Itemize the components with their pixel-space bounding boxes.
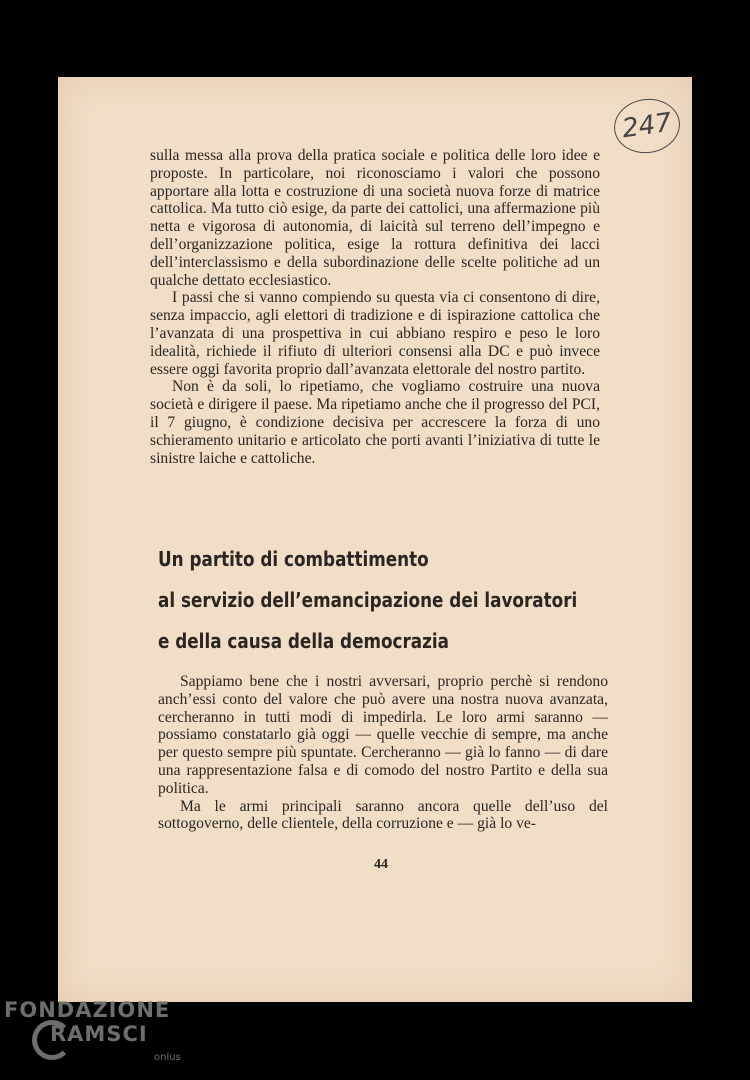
heading-line: Un partito di combattimento: [158, 547, 429, 571]
paragraph: Non è da soli, lo ripetiamo, che vogliamo costruire una nuova società e dirigere il paese. Ma ripetiamo anche che il progresso del PCI, il 7 giugno, è condizione decisiva per accrescere la forza di uno schieramento unitario e articolato che porti avanti l’iniziativa di tutte le sinistre laiche e cattoliche.: [150, 378, 600, 467]
body-text-bottom: [158, 673, 608, 833]
section-heading: [158, 539, 578, 662]
watermark-line2: RAMSCI: [50, 1022, 148, 1046]
paragraph: Ma le armi principali saranno ancora quelle dell’uso del sottogoverno, delle clientele, della corruzione e — già lo ve-: [158, 797, 608, 833]
folio-stamp: 247: [611, 95, 684, 158]
paragraph: Sappiamo bene che i nostri avversari, proprio perchè si rendono anch’essi conto del valore che può avere una nostra nuova avanzata, cercheranno in tutti modi di impedirla. Le loro armi saranno — possiamo constatarlo già oggi — quelle vecchie di sempre, ma anche per questo sempre più spuntate. Cercheranno — già lo fanno — di dare una rappresentazione falsa e di comodo del nostro Partito e della sua politica.: [158, 673, 608, 797]
watermark-logo: [4, 998, 194, 1078]
watermark-line3: onlus: [154, 1052, 181, 1063]
document-page: [58, 77, 692, 1002]
paragraph: I passi che si vanno compiendo su questa via ci consentono di dire, senza impaccio, agli elettori di tradizione e di ispirazione cattolica che l’avanzata di una prospettiva in cui abbiano respiro e peso le loro idealità, richiede il rifiuto di ulteriori consensi alla DC e può invece essere oggi favorita proprio dall’avanzata elettorale del nostro partito.: [150, 289, 600, 378]
watermark-line1: FONDAZIONE: [4, 998, 171, 1022]
body-text-top: [150, 147, 600, 467]
page-number: 44: [374, 857, 388, 872]
heading-line: al servizio dell’emancipazione dei lavoratori: [158, 588, 578, 612]
heading-line: e della causa della democrazia: [158, 629, 450, 653]
paragraph: sulla messa alla prova della pratica sociale e politica delle loro idee e proposte. In particolare, noi riconosciamo i valori che possono apportare alla lotta e costruzione di una società nuova forze di matrice cattolica. Ma tutto ciò esige, da parte dei cattolici, una affermazione più netta e vigorosa di autonomia, di laicità sul terreno dell’impegno e dell’organizzazione politica, esige la rottura definitiva dei lacci dell’interclassismo e della subordinazione delle scelte politiche ad un qualche dettato ecclesiastico.: [150, 147, 600, 289]
